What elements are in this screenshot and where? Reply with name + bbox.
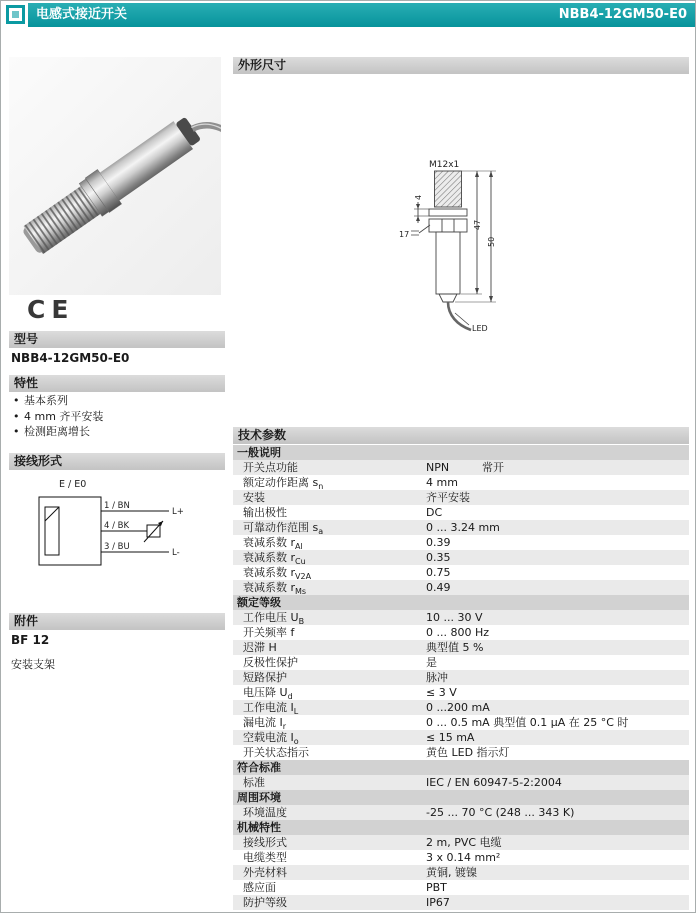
spec-row: 输出极性 DC — [233, 505, 689, 520]
spec-row: 工作电压 $U_B$ 10 ... 30 V — [233, 610, 689, 625]
model-number: NBB4-12GM50-E0 — [11, 351, 130, 365]
brand-icon-inner — [12, 11, 19, 18]
spec-row: 迟滞 H 典型值 5 % — [233, 640, 689, 655]
spec-section: 额定等级 — [233, 595, 689, 610]
section-header-accessories: 附件 — [9, 613, 225, 630]
spec-row: 额定动作距离 $s_n$ 4 mm — [233, 475, 689, 490]
pin-label-bu: 3 / BU — [104, 542, 130, 552]
spec-section: 机械特性 — [233, 820, 689, 835]
spec-row: 衰减系数 $r_{V2A}$ 0.75 — [233, 565, 689, 580]
wiring-diagram — [9, 471, 225, 605]
ce-mark: CE — [27, 295, 75, 324]
accessory-description: 安装支架 — [11, 658, 55, 671]
spec-row: 短路保护 脉冲 — [233, 670, 689, 685]
thread-size-label: M12x1 — [429, 160, 460, 170]
pin-label-bn: 1 / BN — [104, 501, 130, 511]
wiring-diagram-svg — [9, 471, 225, 605]
led-label: LED — [472, 324, 488, 333]
spec-row: 开关点功能 NPN 常开 — [233, 460, 689, 475]
spec-row: 反极性保护 是 — [233, 655, 689, 670]
rail-plus-label: L+ — [172, 507, 184, 517]
feature-item: • 基本系列 — [9, 393, 225, 409]
spec-row: 电缆类型 3 x 0.14 mm² — [233, 850, 689, 865]
spec-row: 可靠动作范围 $s_a$ 0 ... 3.24 mm — [233, 520, 689, 535]
section-header-specs: 技术参数 — [233, 427, 689, 444]
feature-item: • 检测距离增长 — [9, 424, 225, 440]
rail-minus-label: L- — [172, 548, 180, 558]
spec-section: 一般说明 — [233, 445, 689, 460]
spec-section: 符合标准 — [233, 760, 689, 775]
spec-row: 衰减系数 $r_{Ms}$ 0.49 — [233, 580, 689, 595]
spec-row: 衰减系数 $r_{Cu}$ 0.35 — [233, 550, 689, 565]
spec-row: 空载电流 $I_o$ ≤ 15 mA — [233, 730, 689, 745]
feature-item: • 4 mm 齐平安装 — [9, 409, 225, 425]
spec-row: 接线形式 2 m, PVC 电缆 — [233, 835, 689, 850]
dim-17-label: 17 — [399, 230, 410, 239]
section-header-wiring: 接线形式 — [9, 453, 225, 470]
wiring-type-label: E / E0 — [59, 479, 87, 490]
sensor-dimension-drawing — [233, 75, 689, 423]
spec-row: 衰减系数 $r_{Al}$ 0.39 — [233, 535, 689, 550]
spec-row: 安装 齐平安装 — [233, 490, 689, 505]
feature-list — [9, 393, 225, 440]
section-header-dimensions: 外形尺寸 — [233, 57, 689, 74]
header-bar — [28, 3, 695, 27]
section-header-features: 特性 — [9, 375, 225, 392]
spec-row: 感应面 PBT — [233, 880, 689, 895]
spec-section: 周围环境 — [233, 790, 689, 805]
dim-47-label: 47 — [473, 219, 482, 230]
product-photo — [9, 57, 221, 295]
spec-row: 外壳材料 黄铜, 镀镍 — [233, 865, 689, 880]
spec-row: 电压降 $U_d$ ≤ 3 V — [233, 685, 689, 700]
spec-row: 漏电流 $I_r$ 0 ... 0.5 mA 典型值 0.1 µA 在 25 °C 时 — [233, 715, 689, 730]
spec-row: 工作电流 $I_L$ 0 ...200 mA — [233, 700, 689, 715]
product-photo-drawing — [9, 57, 221, 295]
section-header-model: 型号 — [9, 331, 225, 348]
spec-row: 开关频率 f 0 ... 800 Hz — [233, 625, 689, 640]
spec-table — [233, 445, 689, 910]
header-model-number: NBB4-12GM50-E0 — [558, 7, 687, 22]
dim-50-label: 50 — [487, 236, 496, 247]
dimension-drawing-svg — [233, 75, 689, 423]
pin-label-bk: 4 / BK — [104, 521, 130, 531]
spec-row: 开关状态指示 黄色 LED 指示灯 — [233, 745, 689, 760]
spec-row: 环境温度 -25 ... 70 °C (248 ... 343 K) — [233, 805, 689, 820]
spec-row: 防护等级 IP67 — [233, 895, 689, 910]
dim-4-label: 4 — [414, 194, 423, 200]
page-title: 电感式接近开关 — [36, 7, 128, 22]
spec-row: 标准 IEC / EN 60947-5-2:2004 — [233, 775, 689, 790]
accessory-name: BF 12 — [11, 633, 50, 647]
brand-icon — [6, 5, 25, 24]
